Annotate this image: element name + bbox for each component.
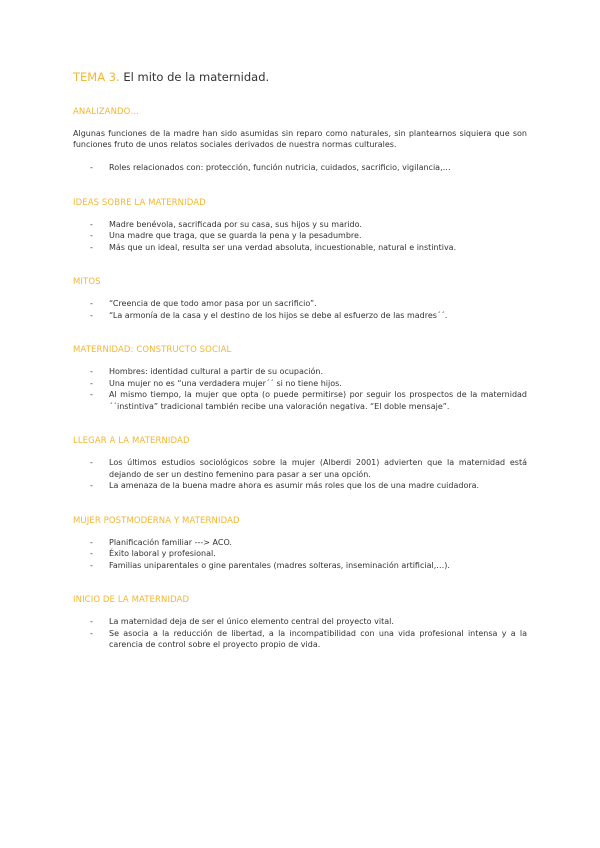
section-heading: LLEGAR A LA MATERNIDAD: [73, 436, 190, 446]
section-heading: INICIO DE LA MATERNIDAD: [73, 595, 190, 605]
list-item: - Familias uniparentales o gine parentales (madres solteras, inseminación artificial,…).: [73, 560, 527, 572]
list-item: - La amenaza de la buena madre ahora es asumir más roles que los de una madre cuidadora.: [73, 480, 527, 492]
bullet-list: [73, 298, 527, 321]
section-inicio-maternidad: [73, 595, 527, 651]
document-page: [73, 70, 527, 675]
title-main-text: El mito de la maternidad.: [123, 70, 270, 84]
bullet-list: [73, 366, 527, 412]
bullet-list: [73, 616, 527, 651]
section-mitos: [73, 277, 527, 321]
list-item: - Los últimos estudios sociológicos sobre la mujer (Alberdi 2001) advierten que la maternidad está dejando de ser un destino femenino para pasar a ser una opción.: [73, 457, 527, 480]
bullet-list: [73, 457, 527, 492]
list-item: - Hombres: identidad cultural a partir de su ocupación.: [73, 366, 527, 378]
list-item: - “La armonía de la casa y el destino de los hijos se debe al esfuerzo de las madres´´.: [73, 310, 527, 322]
list-item: - Madre benévola, sacrificada por su casa, sus hijos y su marido.: [73, 219, 527, 231]
bullet-list: [73, 162, 527, 174]
section-mujer-postmoderna: [73, 516, 527, 572]
bullet-list: [73, 219, 527, 254]
list-item: - Se asocia a la reducción de libertad, a la incompatibilidad con una vida profesional intensa y a la carencia de control sobre el proyecto propio de vida.: [73, 628, 527, 651]
section-paragraph: Algunas funciones de la madre han sido asumidas sin reparo como naturales, sin plantearnos siquiera que son funciones fruto de unos relatos sociales derivados de nuestra normas culturales.: [73, 129, 527, 149]
title-tema-label: TEMA 3.: [73, 70, 120, 84]
section-heading: IDEAS SOBRE LA MATERNIDAD: [73, 197, 206, 208]
section-ideas-maternidad: [73, 198, 527, 254]
list-item: - Al mismo tiempo, la mujer que opta (o puede permitirse) por seguir los prospectos de la maternidad ´´instintiva” tradicional también recibe una valoración negativa. “El doble mensaje”.: [73, 389, 527, 412]
section-llegar-maternidad: [73, 436, 527, 492]
section-heading: ANALIZANDO…: [73, 107, 140, 117]
list-item: - Roles relacionados con: protección, función nutricia, cuidados, sacrificio, vigilancia,…: [73, 162, 527, 174]
list-item: - Una madre que traga, que se guarda la pena y la pesadumbre.: [73, 230, 527, 242]
list-item: - “Creencia de que todo amor pasa por un sacrificio”.: [73, 298, 527, 310]
list-item: - Más que un ideal, resulta ser una verdad absoluta, incuestionable, natural e instintiva.: [73, 242, 527, 254]
list-item: - Una mujer no es “una verdadera mujer´´ si no tiene hijos.: [73, 378, 527, 390]
list-item: - Planificación familiar ---> ACO.: [73, 537, 527, 549]
section-heading: MUJER POSTMODERNA Y MATERNIDAD: [73, 515, 240, 526]
list-item: - Éxito laboral y profesional.: [73, 548, 527, 560]
section-constructo-social: [73, 345, 527, 412]
section-heading: MATERNIDAD: CONSTRUCTO SOCIAL: [73, 345, 232, 355]
section-heading: MITOS: [73, 277, 101, 287]
section-analizando: [73, 107, 527, 174]
list-item: - La maternidad deja de ser el único elemento central del proyecto vital.: [73, 616, 527, 628]
bullet-list: [73, 537, 527, 572]
document-title: [73, 70, 527, 84]
